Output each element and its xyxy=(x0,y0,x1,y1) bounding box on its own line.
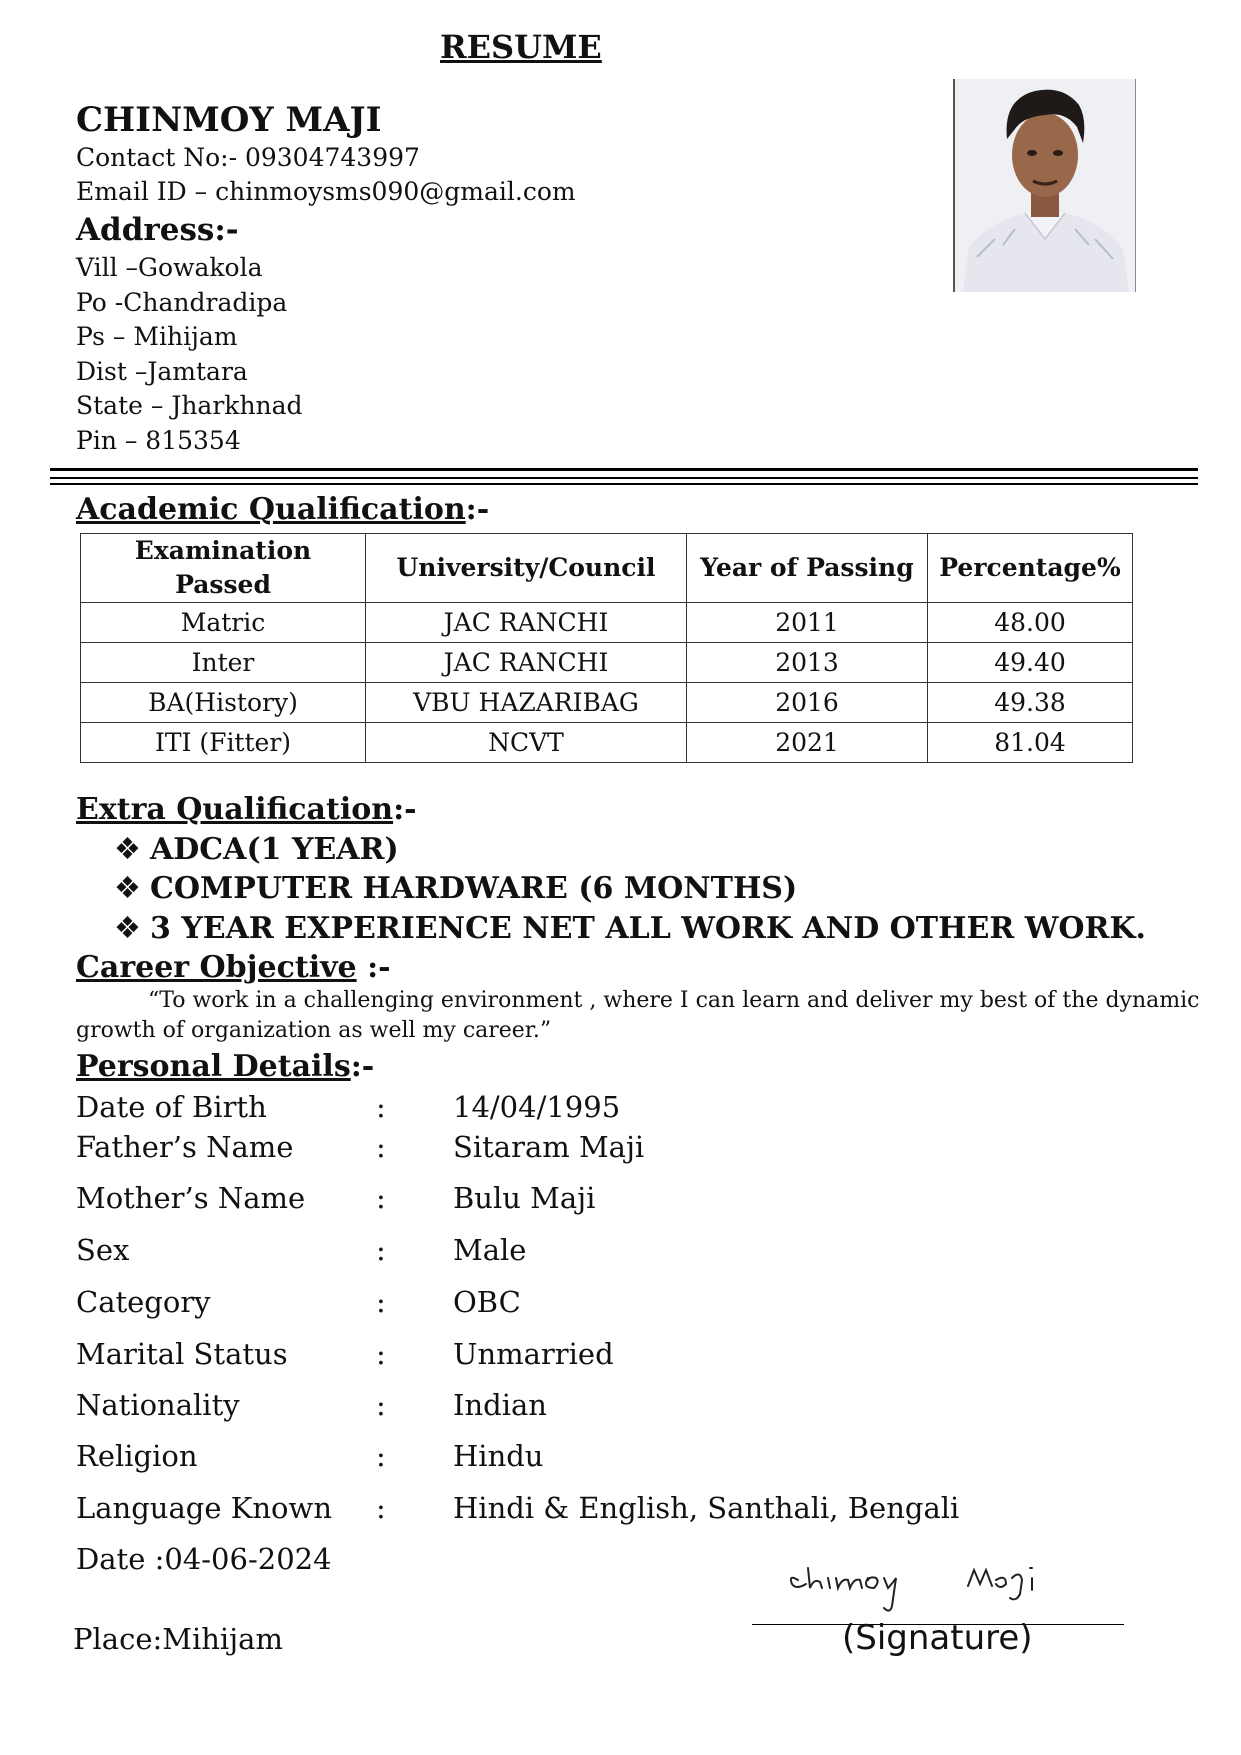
email-id: Email ID – chinmoysms090@gmail.com xyxy=(76,177,576,206)
table-cell: 2013 xyxy=(687,643,928,683)
profile-photo xyxy=(953,79,1136,292)
detail-separator: : xyxy=(376,1388,386,1422)
table-cell: BA(History) xyxy=(81,683,366,723)
table-cell: 49.40 xyxy=(928,643,1133,683)
career-objective-text: growth of organization as well my career.” xyxy=(76,1018,552,1043)
address-line: Pin – 815354 xyxy=(76,426,241,455)
detail-label: Sex xyxy=(76,1233,130,1267)
detail-value: 14/04/1995 xyxy=(453,1090,621,1124)
detail-label: Marital Status xyxy=(76,1337,288,1371)
detail-value: Indian xyxy=(453,1388,547,1422)
table-cell: JAC RANCHI xyxy=(366,643,687,683)
table-header-row xyxy=(81,534,1133,603)
detail-separator: : xyxy=(376,1233,386,1267)
bullet-icon: ❖ xyxy=(114,911,141,946)
address-line: Vill –Gowakola xyxy=(76,253,263,282)
detail-separator: : xyxy=(376,1181,386,1215)
candidate-name: CHINMOY MAJI xyxy=(76,100,382,140)
career-objective-text: “To work in a challenging environment , where I can learn and deliver my best of the dynamic xyxy=(148,988,1200,1013)
academic-heading: Academic Qualification:- xyxy=(76,492,490,527)
detail-value: Bulu Maji xyxy=(453,1181,596,1215)
address-line: Dist –Jamtara xyxy=(76,357,248,386)
detail-value: Male xyxy=(453,1233,527,1267)
bullet-icon: ❖ xyxy=(114,871,141,906)
table-cell: NCVT xyxy=(366,723,687,763)
divider-rule xyxy=(50,477,1198,479)
table-row xyxy=(81,643,1133,683)
table-cell: 49.38 xyxy=(928,683,1133,723)
table-cell: 81.04 xyxy=(928,723,1133,763)
table-cell: Inter xyxy=(81,643,366,683)
table-cell: JAC RANCHI xyxy=(366,603,687,643)
career-heading: Career Objective :- xyxy=(76,950,391,985)
detail-value: OBC xyxy=(453,1285,521,1319)
table-cell: VBU HAZARIBAG xyxy=(366,683,687,723)
detail-value: Sitaram Maji xyxy=(453,1130,645,1164)
detail-separator: : xyxy=(376,1439,386,1473)
document-date: Date :04-06-2024 xyxy=(76,1542,332,1576)
detail-separator: : xyxy=(376,1130,386,1164)
signature-label: (Signature) xyxy=(842,1618,1033,1658)
detail-separator: : xyxy=(376,1491,386,1525)
detail-value: Unmarried xyxy=(453,1337,614,1371)
detail-value: Hindu xyxy=(453,1439,544,1473)
table-cell: Matric xyxy=(81,603,366,643)
table-cell: 2016 xyxy=(687,683,928,723)
column-header: Year of Passing xyxy=(687,534,928,603)
bullet-icon: ❖ xyxy=(114,832,141,867)
resume-title: RESUME xyxy=(440,28,602,66)
divider-rule xyxy=(50,468,1198,471)
list-item: ❖ COMPUTER HARDWARE (6 MONTHS) xyxy=(114,871,798,906)
table-cell: 48.00 xyxy=(928,603,1133,643)
detail-label: Mother’s Name xyxy=(76,1181,306,1215)
table-row xyxy=(81,603,1133,643)
document-place: Place:Mihijam xyxy=(73,1622,283,1656)
detail-value: Hindi & English, Santhali, Bengali xyxy=(453,1491,960,1525)
detail-label: Category xyxy=(76,1285,211,1319)
detail-label: Father’s Name xyxy=(76,1130,294,1164)
divider-rule xyxy=(50,483,1198,485)
detail-separator: : xyxy=(376,1337,386,1371)
detail-label: Date of Birth xyxy=(76,1090,267,1124)
detail-separator: : xyxy=(376,1090,386,1124)
table-row xyxy=(81,723,1133,763)
detail-label: Language Known xyxy=(76,1491,333,1525)
detail-label: Nationality xyxy=(76,1388,240,1422)
column-header: Percentage% xyxy=(928,534,1133,603)
table-cell: ITI (Fitter) xyxy=(81,723,366,763)
list-item: ❖ 3 YEAR EXPERIENCE NET ALL WORK AND OTHER WORK. xyxy=(114,911,1146,946)
handwritten-signature xyxy=(780,1544,1070,1618)
personal-heading: Personal Details:- xyxy=(76,1049,375,1084)
academic-table xyxy=(80,533,1133,763)
list-item: ❖ ADCA(1 YEAR) xyxy=(114,832,399,867)
address-heading: Address:- xyxy=(76,212,239,248)
column-header: University/Council xyxy=(366,534,687,603)
contact-number: Contact No:- 09304743997 xyxy=(76,143,420,172)
address-line: Po -Chandradipa xyxy=(76,288,288,317)
address-line: Ps – Mihijam xyxy=(76,322,238,351)
table-cell: 2011 xyxy=(687,603,928,643)
table-cell: 2021 xyxy=(687,723,928,763)
address-line: State – Jharkhnad xyxy=(76,391,303,420)
table-row xyxy=(81,683,1133,723)
extra-heading: Extra Qualification:- xyxy=(76,792,417,827)
detail-separator: : xyxy=(376,1285,386,1319)
detail-label: Religion xyxy=(76,1439,198,1473)
column-header: Examination Passed xyxy=(81,534,366,603)
